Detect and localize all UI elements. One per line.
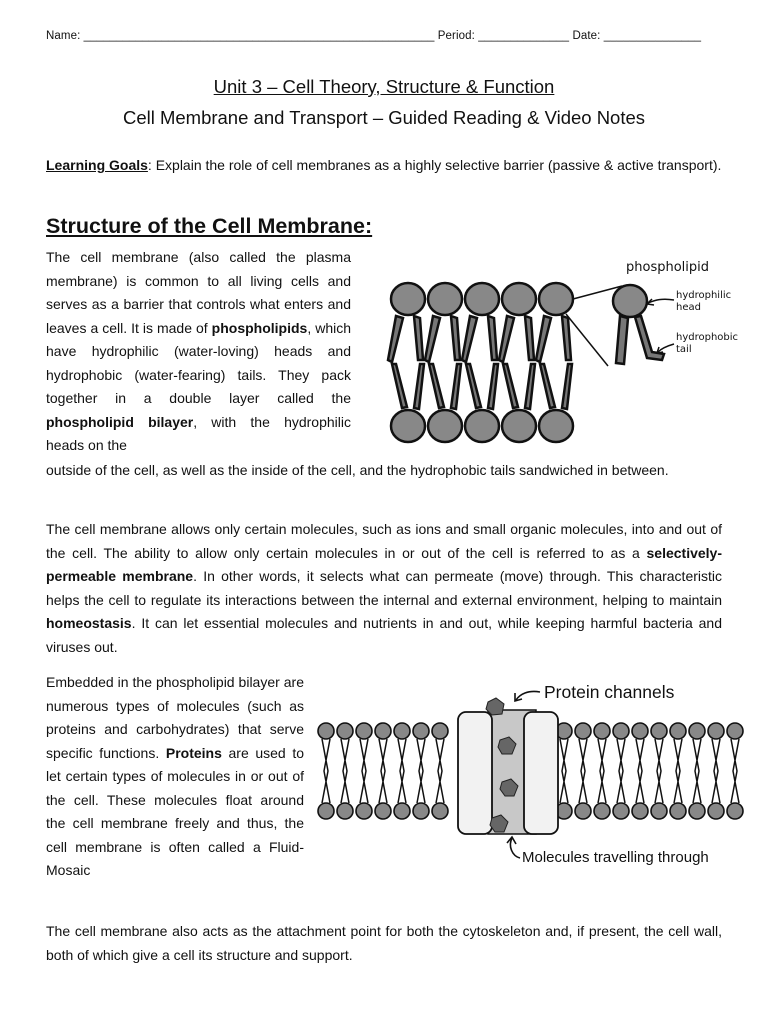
- section-heading: Structure of the Cell Membrane:: [46, 214, 373, 238]
- para3-text-2: are used to let certain types of molecules in or out of the cell. These molecules float around the cell membrane freely and thus, the cell membrane is often called a Fluid-Mosaic: [46, 744, 305, 878]
- para2-text-3: . It can let essential molecules and nutrients in and out, while keeping harmful bacteria and viruses out.: [46, 615, 722, 655]
- term-proteins: Proteins: [165, 744, 222, 761]
- protein-channel-figure: [312, 672, 744, 884]
- label-hydrophobic: hydrophobic: [676, 332, 739, 343]
- date-line: _______________: [603, 30, 702, 42]
- paragraph-attachment-point: The cell membrane also acts as the attachment point for both the cytoskeleton and, if present, the cell wall, both of which give a cell its structure and support.: [46, 923, 722, 963]
- term-phospholipid-bilayer: phospholipid bilayer: [46, 413, 194, 430]
- label-hydrophilic: hydrophilic: [676, 290, 732, 301]
- term-homeostasis: homeostasis: [46, 615, 132, 631]
- para1-text-3: , with the hydrophilic heads on the: [46, 413, 351, 453]
- date-label: Date:: [572, 30, 601, 42]
- phospholipid-bilayer-figure: [362, 248, 744, 450]
- page-title: Cell Membrane and Transport – Guided Reading & Video Notes: [122, 107, 646, 128]
- para2-text-1: The cell membrane allows only certain molecules, such as ions and small organic molecules, into and out of the cell. The ability to allow only certain molecules in or out of the cell is referred to as a: [46, 521, 722, 561]
- name-line: ______________________________________________________: [83, 30, 435, 42]
- label-phospholipid: phospholipid: [626, 260, 710, 275]
- period-label: Period:: [437, 30, 475, 42]
- label-protein-channels: Protein channels: [544, 682, 675, 702]
- learning-goals-label: Learning Goals: [46, 157, 148, 173]
- term-selectively-permeable: selectively-permeable membrane: [46, 544, 722, 584]
- learning-goals-text: : Explain the role of cell membranes as a highly selective barrier (passive & active transport).: [147, 157, 722, 173]
- paragraph-embedded-proteins: [46, 671, 304, 883]
- learning-goals: [46, 154, 726, 177]
- label-molecules-travelling: Molecules travelling through: [522, 849, 709, 866]
- header-fields: [46, 30, 726, 42]
- paragraph-membrane-intro: [46, 246, 351, 458]
- label-head: head: [676, 302, 701, 313]
- para2-text-2: . In other words, it selects what can permeate (move) through. This characteristic helps the cell to regulate its interactions between the internal and external environment, helping to maintain: [46, 568, 723, 608]
- name-label: Name:: [46, 30, 81, 42]
- term-phospholipids: phospholipids: [211, 319, 308, 336]
- para1-text-2: , which have hydrophilic (water-loving) heads and hydrophobic (water-fearing) tails. They pack together in a double layer called the: [46, 319, 351, 406]
- period-line: ______________: [478, 30, 570, 42]
- unit-title: Unit 3 – Cell Theory, Structure & Function: [213, 76, 555, 97]
- label-tail: tail: [676, 344, 692, 355]
- paragraph-selective-permeability: [46, 518, 722, 659]
- para1-text-1: The cell membrane (also called the plasma membrane) is common to all living cells and serves as a barrier that controls what enters and leaves a cell. It is made of: [46, 249, 351, 336]
- paragraph-membrane-intro-cont: outside of the cell, as well as the inside of the cell, and the hydrophobic tails sandwiched in between.: [46, 462, 669, 478]
- para3-text-1: Embedded in the phospholipid bilayer are numerous types of molecules (such as proteins and carbohydrates) that serve specific functions.: [46, 674, 304, 761]
